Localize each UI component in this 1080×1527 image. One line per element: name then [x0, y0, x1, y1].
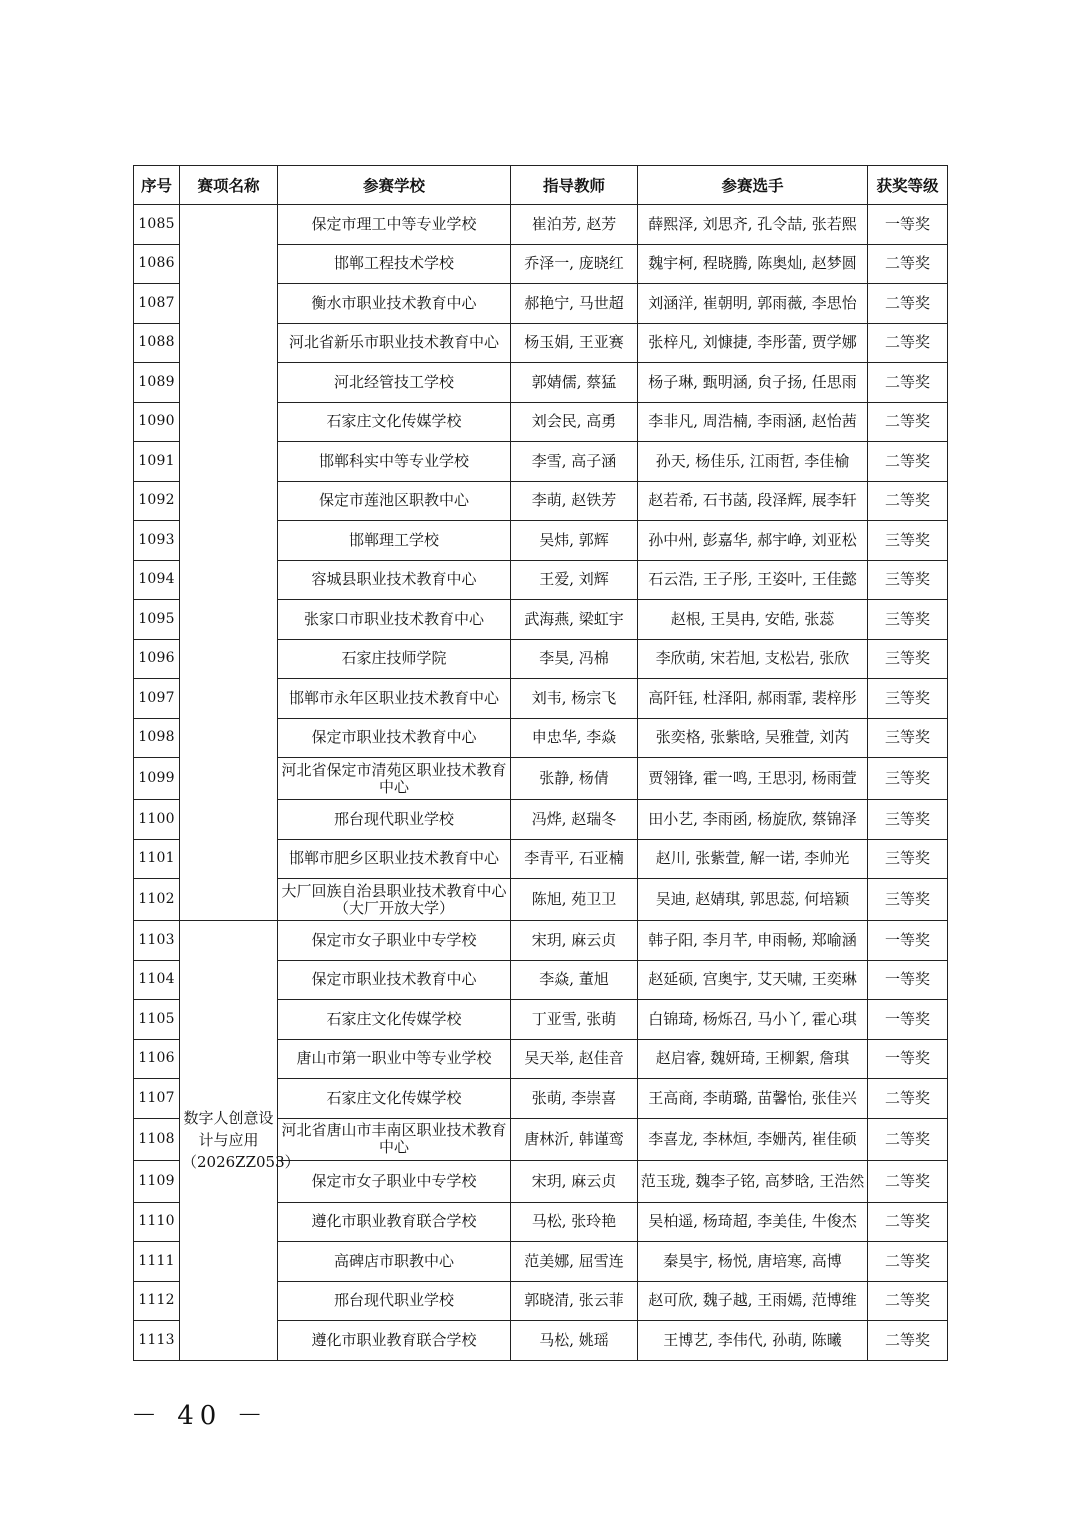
award-cell: 一等奖 [868, 960, 948, 1000]
teacher-cell: 范美娜, 屈雪连 [511, 1242, 638, 1282]
students-cell: 李非凡, 周浩楠, 李雨涵, 赵怡茜 [638, 402, 868, 442]
award-cell: 三等奖 [868, 839, 948, 879]
teacher-cell: 宋玥, 麻云贞 [511, 921, 638, 961]
school-cell: 邯郸市肥乡区职业技术教育中心 [278, 839, 511, 879]
school-cell: 河北省保定市清苑区职业技术教育中心 [278, 758, 511, 800]
award-table [133, 165, 948, 1361]
school-cell: 大厂回族自治县职业技术教育中心（大厂开放大学） [278, 879, 511, 921]
award-cell: 三等奖 [868, 758, 948, 800]
row-index: 1099 [134, 758, 180, 800]
teacher-cell: 崔泊芳, 赵芳 [511, 205, 638, 245]
school-cell: 容城县职业技术教育中心 [278, 560, 511, 600]
row-index: 1107 [134, 1079, 180, 1119]
school-cell: 遵化市职业教育联合学校 [278, 1202, 511, 1242]
teacher-cell: 马松, 张玲艳 [511, 1202, 638, 1242]
row-index: 1109 [134, 1160, 180, 1202]
students-cell: 张奕格, 张紫晗, 吴雅萱, 刘芮 [638, 718, 868, 758]
row-index: 1103 [134, 921, 180, 961]
award-cell: 三等奖 [868, 679, 948, 719]
row-index: 1096 [134, 639, 180, 679]
students-cell: 石云浩, 王子彤, 王姿叶, 王佳懿 [638, 560, 868, 600]
row-index: 1101 [134, 839, 180, 879]
award-cell: 一等奖 [868, 205, 948, 245]
award-cell: 二等奖 [868, 323, 948, 363]
table-row [134, 205, 948, 245]
students-cell: 赵川, 张紫萱, 解一诺, 李帅光 [638, 839, 868, 879]
award-cell: 三等奖 [868, 800, 948, 840]
students-cell: 范玉珑, 魏李子铭, 高梦晗, 王浩然 [638, 1160, 868, 1202]
row-index: 1097 [134, 679, 180, 719]
students-cell: 高阡钰, 杜泽阳, 郝雨霏, 裴梓彤 [638, 679, 868, 719]
students-cell: 孙天, 杨佳乐, 江雨哲, 李佳榆 [638, 442, 868, 482]
school-cell: 邢台现代职业学校 [278, 1281, 511, 1321]
row-index: 1087 [134, 284, 180, 324]
school-cell: 邯郸理工学校 [278, 521, 511, 561]
row-index: 1089 [134, 363, 180, 403]
teacher-cell: 张静, 杨倩 [511, 758, 638, 800]
header-award: 获奖等级 [868, 166, 948, 205]
teacher-cell: 李昊, 冯棉 [511, 639, 638, 679]
award-cell: 二等奖 [868, 402, 948, 442]
teacher-cell: 张萌, 李崇喜 [511, 1079, 638, 1119]
award-cell: 二等奖 [868, 1079, 948, 1119]
students-cell: 赵延硕, 宫奥宇, 艾天啸, 王奕琳 [638, 960, 868, 1000]
students-cell: 赵根, 王昊冉, 安皓, 张蕊 [638, 600, 868, 640]
header-students: 参赛选手 [638, 166, 868, 205]
students-cell: 薛熙泽, 刘思齐, 孔令喆, 张若熙 [638, 205, 868, 245]
students-cell: 秦昊宇, 杨悦, 唐培寒, 高博 [638, 1242, 868, 1282]
school-cell: 邯郸市永年区职业技术教育中心 [278, 679, 511, 719]
award-cell: 二等奖 [868, 284, 948, 324]
school-cell: 石家庄技师学院 [278, 639, 511, 679]
school-cell: 遵化市职业教育联合学校 [278, 1321, 511, 1361]
row-index: 1091 [134, 442, 180, 482]
award-cell: 三等奖 [868, 521, 948, 561]
school-cell: 河北省唐山市丰南区职业技术教育中心 [278, 1118, 511, 1160]
header-school: 参赛学校 [278, 166, 511, 205]
row-index: 1106 [134, 1039, 180, 1079]
row-index: 1108 [134, 1118, 180, 1160]
teacher-cell: 丁亚雪, 张萌 [511, 1000, 638, 1040]
row-index: 1086 [134, 244, 180, 284]
award-cell: 二等奖 [868, 363, 948, 403]
teacher-cell: 唐林沂, 韩谨鸾 [511, 1118, 638, 1160]
students-cell: 吴迪, 赵婧琪, 郭思蕊, 何培颖 [638, 879, 868, 921]
school-cell: 唐山市第一职业中等专业学校 [278, 1039, 511, 1079]
row-index: 1098 [134, 718, 180, 758]
event-name-cell [180, 205, 278, 921]
students-cell: 孙中州, 彭嘉华, 郝宇峥, 刘亚松 [638, 521, 868, 561]
award-cell: 二等奖 [868, 1202, 948, 1242]
row-index: 1104 [134, 960, 180, 1000]
header-row [134, 166, 948, 205]
teacher-cell: 郝艳宁, 马世超 [511, 284, 638, 324]
award-cell: 一等奖 [868, 1000, 948, 1040]
students-cell: 贾翎锋, 霍一鸣, 王思羽, 杨雨萱 [638, 758, 868, 800]
students-cell: 王高商, 李萌璐, 苗馨怡, 张佳兴 [638, 1079, 868, 1119]
teacher-cell: 郭婧儒, 蔡猛 [511, 363, 638, 403]
award-cell: 二等奖 [868, 1160, 948, 1202]
students-cell: 王博艺, 李伟代, 孙萌, 陈曦 [638, 1321, 868, 1361]
award-cell: 二等奖 [868, 1321, 948, 1361]
teacher-cell: 宋玥, 麻云贞 [511, 1160, 638, 1202]
school-cell: 保定市职业技术教育中心 [278, 960, 511, 1000]
row-index: 1102 [134, 879, 180, 921]
award-cell: 二等奖 [868, 1118, 948, 1160]
teacher-cell: 王爱, 刘辉 [511, 560, 638, 600]
row-index: 1088 [134, 323, 180, 363]
teacher-cell: 陈旭, 苑卫卫 [511, 879, 638, 921]
students-cell: 张梓凡, 刘慷捷, 李彤蕾, 贾学娜 [638, 323, 868, 363]
school-cell: 邯郸科实中等专业学校 [278, 442, 511, 482]
students-cell: 李喜龙, 李林烜, 李姗芮, 崔佳硕 [638, 1118, 868, 1160]
teacher-cell: 李萌, 赵铁芳 [511, 481, 638, 521]
row-index: 1090 [134, 402, 180, 442]
students-cell: 韩子阳, 李月芊, 申雨畅, 郑喻涵 [638, 921, 868, 961]
teacher-cell: 武海燕, 梁虹宇 [511, 600, 638, 640]
teacher-cell: 刘韦, 杨宗飞 [511, 679, 638, 719]
award-cell: 二等奖 [868, 1242, 948, 1282]
teacher-cell: 吴炜, 郭辉 [511, 521, 638, 561]
teacher-cell: 刘会民, 高勇 [511, 402, 638, 442]
students-cell: 魏宇柯, 程晓腾, 陈奥灿, 赵梦圆 [638, 244, 868, 284]
students-cell: 赵启睿, 魏妍琦, 王柳絮, 詹琪 [638, 1039, 868, 1079]
students-cell: 田小艺, 李雨函, 杨旋欣, 蔡锦泽 [638, 800, 868, 840]
school-cell: 石家庄文化传媒学校 [278, 402, 511, 442]
school-cell: 保定市职业技术教育中心 [278, 718, 511, 758]
students-cell: 赵可欣, 魏子越, 王雨嫣, 范博维 [638, 1281, 868, 1321]
award-cell: 二等奖 [868, 1281, 948, 1321]
teacher-cell: 吴天举, 赵佳音 [511, 1039, 638, 1079]
school-cell: 保定市理工中等专业学校 [278, 205, 511, 245]
award-cell: 一等奖 [868, 1039, 948, 1079]
award-cell: 一等奖 [868, 921, 948, 961]
school-cell: 石家庄文化传媒学校 [278, 1000, 511, 1040]
table-row [134, 921, 948, 961]
teacher-cell: 李焱, 董旭 [511, 960, 638, 1000]
school-cell: 石家庄文化传媒学校 [278, 1079, 511, 1119]
award-cell: 二等奖 [868, 244, 948, 284]
students-cell: 赵若希, 石书菡, 段泽辉, 展李轩 [638, 481, 868, 521]
award-cell: 三等奖 [868, 600, 948, 640]
row-index: 1093 [134, 521, 180, 561]
school-cell: 高碑店市职教中心 [278, 1242, 511, 1282]
award-cell: 二等奖 [868, 481, 948, 521]
row-index: 1094 [134, 560, 180, 600]
row-index: 1110 [134, 1202, 180, 1242]
teacher-cell: 马松, 姚瑶 [511, 1321, 638, 1361]
row-index: 1112 [134, 1281, 180, 1321]
header-index: 序号 [134, 166, 180, 205]
row-index: 1105 [134, 1000, 180, 1040]
school-cell: 河北省新乐市职业技术教育中心 [278, 323, 511, 363]
teacher-cell: 申忠华, 李焱 [511, 718, 638, 758]
award-cell: 三等奖 [868, 639, 948, 679]
table-body [134, 205, 948, 1361]
school-cell: 邯郸工程技术学校 [278, 244, 511, 284]
students-cell: 吴柏遥, 杨琦超, 李美佳, 牛俊杰 [638, 1202, 868, 1242]
school-cell: 保定市女子职业中专学校 [278, 921, 511, 961]
school-cell: 保定市莲池区职教中心 [278, 481, 511, 521]
award-cell: 二等奖 [868, 442, 948, 482]
school-cell: 衡水市职业技术教育中心 [278, 284, 511, 324]
teacher-cell: 乔泽一, 庞晓红 [511, 244, 638, 284]
school-cell: 邢台现代职业学校 [278, 800, 511, 840]
school-cell: 张家口市职业技术教育中心 [278, 600, 511, 640]
students-cell: 白锦琦, 杨烁召, 马小丫, 霍心琪 [638, 1000, 868, 1040]
award-cell: 三等奖 [868, 879, 948, 921]
teacher-cell: 郭晓清, 张云菲 [511, 1281, 638, 1321]
teacher-cell: 杨玉娟, 王亚赛 [511, 323, 638, 363]
award-cell: 三等奖 [868, 718, 948, 758]
row-index: 1095 [134, 600, 180, 640]
event-name-cell: 数字人创意设计与应用（2026ZZ053） [180, 921, 278, 1361]
award-cell: 三等奖 [868, 560, 948, 600]
page-number: － 40 － [131, 1401, 269, 1431]
students-cell: 刘涵洋, 崔朝明, 郭雨薇, 李思怡 [638, 284, 868, 324]
header-teacher: 指导教师 [511, 166, 638, 205]
students-cell: 杨子琳, 甄明涵, 贠子扬, 任思雨 [638, 363, 868, 403]
header-event: 赛项名称 [180, 166, 278, 205]
row-index: 1113 [134, 1321, 180, 1361]
row-index: 1100 [134, 800, 180, 840]
row-index: 1092 [134, 481, 180, 521]
row-index: 1085 [134, 205, 180, 245]
row-index: 1111 [134, 1242, 180, 1282]
teacher-cell: 李雪, 高子涵 [511, 442, 638, 482]
teacher-cell: 冯烨, 赵瑞冬 [511, 800, 638, 840]
school-cell: 河北经管技工学校 [278, 363, 511, 403]
students-cell: 李欣萌, 宋若旭, 支松岩, 张欣 [638, 639, 868, 679]
school-cell: 保定市女子职业中专学校 [278, 1160, 511, 1202]
teacher-cell: 李青平, 石亚楠 [511, 839, 638, 879]
